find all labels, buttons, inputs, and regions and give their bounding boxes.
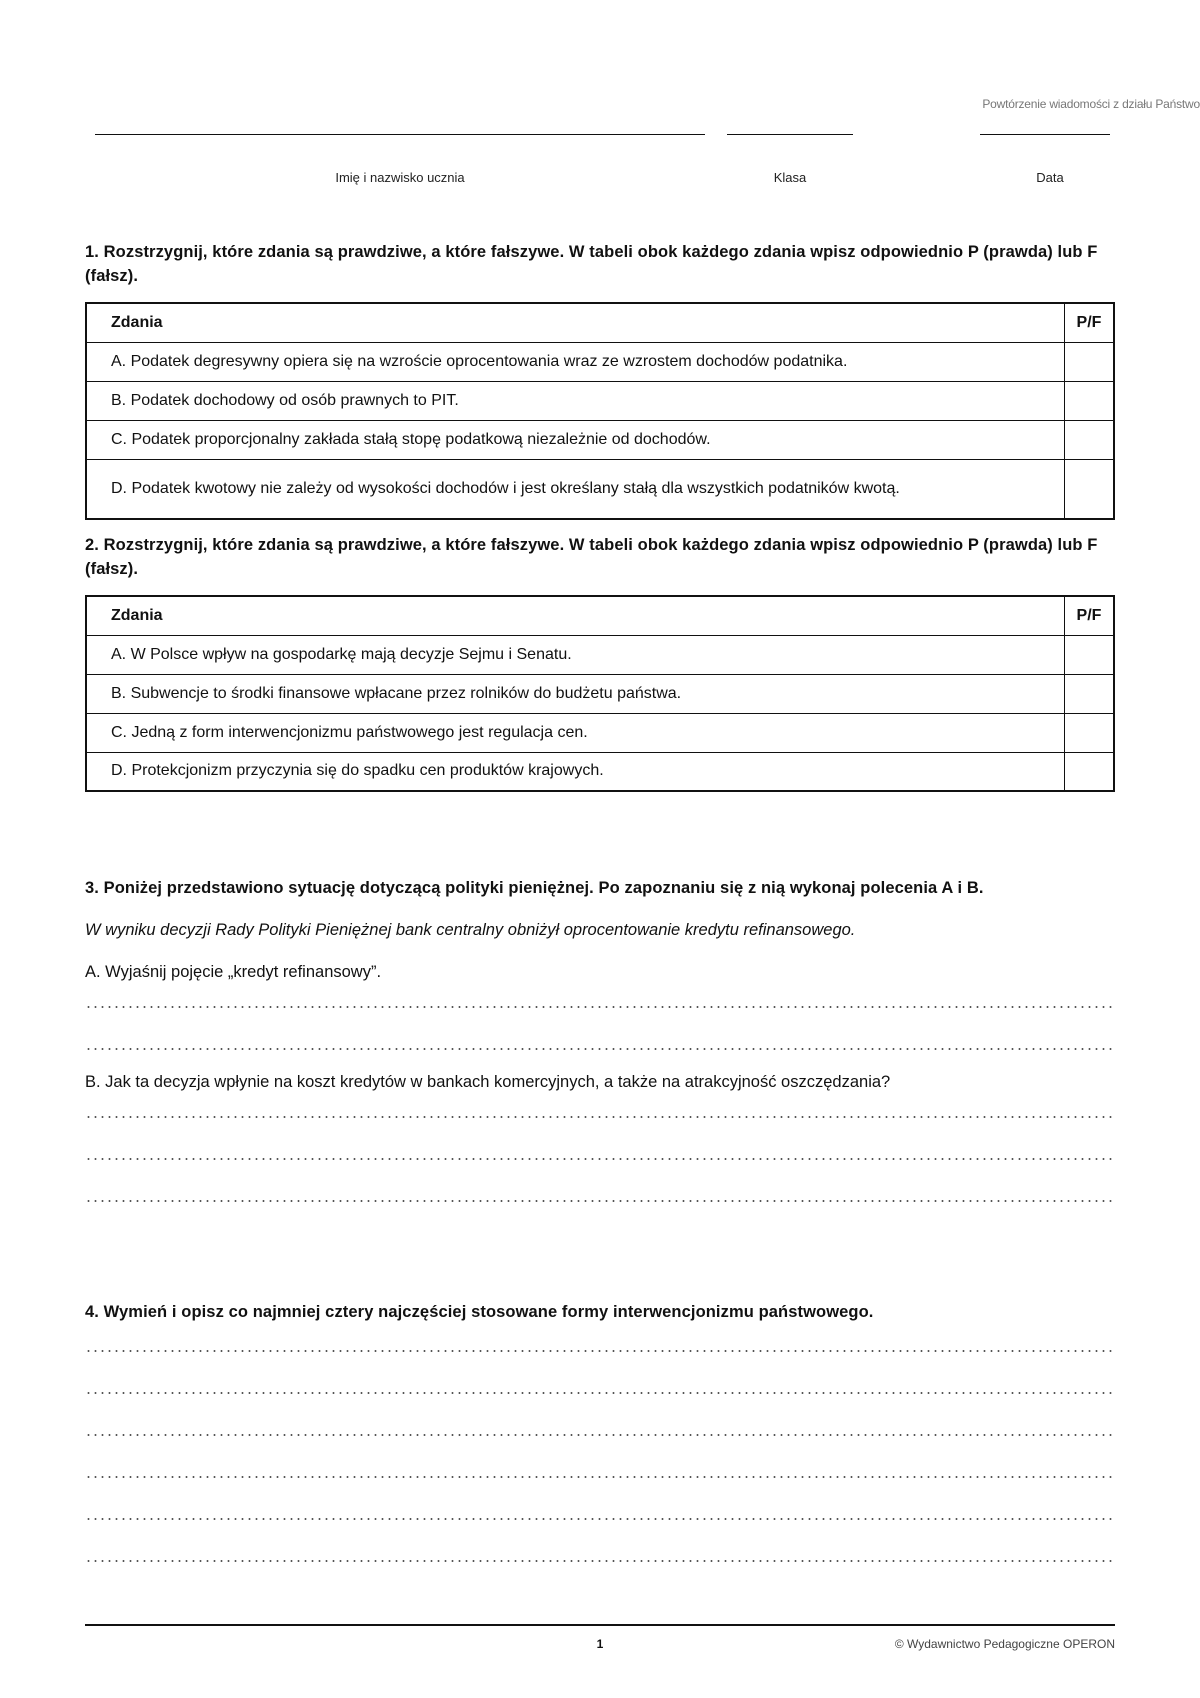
answer-line[interactable] — [85, 1018, 1115, 1060]
table-row — [86, 713, 1114, 752]
answer-cell[interactable] — [1065, 420, 1115, 459]
statement-cell — [86, 459, 1065, 519]
table-header-row — [86, 303, 1114, 342]
answer-line[interactable] — [85, 1094, 1115, 1128]
answer-line[interactable] — [85, 984, 1115, 1018]
table-row — [86, 381, 1114, 420]
question-1-table — [85, 302, 1115, 520]
class-line[interactable] — [727, 134, 853, 135]
answer-column-header: P/F — [1065, 596, 1115, 635]
table-row — [86, 674, 1114, 713]
statement-text: C. Podatek proporcjonalny zakłada stałą stopę podatkową niezależnie od dochodów. — [86, 420, 1065, 459]
student-name-line[interactable] — [95, 134, 705, 135]
answer-cell[interactable] — [1065, 674, 1115, 713]
question-1 — [85, 240, 1115, 520]
answer-line[interactable] — [85, 1530, 1115, 1572]
class-label: Klasa — [773, 170, 807, 185]
answer-line[interactable] — [85, 1324, 1115, 1362]
answer-cell[interactable] — [1065, 752, 1115, 791]
statements-column-header: Zdania — [86, 596, 1065, 635]
question-2 — [85, 533, 1115, 792]
statement-text: A. W Polsce wpływ na gospodarkę mają decyzje Sejmu i Senatu. — [86, 635, 1065, 674]
page-number: 1 — [596, 1637, 604, 1651]
statement-text: C. Jedną z form interwencjonizmu państwowego jest regulacja cen. — [86, 713, 1065, 752]
answer-cell[interactable] — [1065, 713, 1115, 752]
table-row — [86, 342, 1114, 381]
publisher-copyright: © Wydawnictwo Pedagogiczne OPERON — [894, 1637, 1115, 1651]
statement-text: D. Podatek kwotowy nie zależy od wysokości dochodów i jest określany stałą dla wszystkich podatników kwotą. — [111, 479, 900, 497]
statements-column-header: Zdania — [86, 303, 1065, 342]
question-4 — [85, 1300, 1115, 1572]
answer-cell[interactable] — [1065, 635, 1115, 674]
question-3-task-a: A. Wyjaśnij pojęcie „kredyt refinansowy”. — [85, 963, 382, 981]
question-3-task-b: B. Jak ta decyzja wpłynie na koszt kredytów w bankach komercyjnych, a także na atrakcyjność oszczędzania? — [85, 1073, 891, 1091]
answer-line[interactable] — [85, 1488, 1115, 1530]
answer-cell[interactable] — [1065, 342, 1115, 381]
date-label: Data — [1036, 170, 1064, 185]
statement-text: B. Podatek dochodowy od osób prawnych to PIT. — [86, 381, 1065, 420]
answer-cell[interactable] — [1065, 381, 1115, 420]
answer-line[interactable] — [85, 1170, 1115, 1212]
table-row — [86, 420, 1114, 459]
answer-column-header: P/F — [1065, 303, 1115, 342]
answer-line[interactable] — [85, 1446, 1115, 1488]
question-1-title: 1. Rozstrzygnij, które zdania są prawdziwe, a które fałszywe. W tabeli obok każdego zdania wpisz odpowiednio P (prawda) lub F (fałsz). — [85, 243, 1098, 285]
footer-divider — [85, 1624, 1115, 1626]
question-2-table — [85, 595, 1115, 792]
statement-text: A. Podatek degresywny opiera się na wzroście oprocentowania wraz ze wzrostem dochodów podatnika. — [86, 342, 1065, 381]
table-row — [86, 635, 1114, 674]
table-header-row — [86, 596, 1114, 635]
statement-text: D. Protekcjonizm przyczynia się do spadku cen produktów krajowych. — [86, 752, 1065, 791]
question-4-title: 4. Wymień i opisz co najmniej cztery najczęściej stosowane formy interwencjonizmu państwowego. — [85, 1303, 874, 1321]
statement-text: B. Subwencje to środki finansowe wpłacane przez rolników do budżetu państwa. — [86, 674, 1065, 713]
table-row — [86, 459, 1114, 519]
page-header-title: Powtórzenie wiadomości z działu Państwo — [982, 97, 1200, 111]
answer-line[interactable] — [85, 1362, 1115, 1404]
answer-line[interactable] — [85, 1404, 1115, 1446]
question-3-scenario: W wyniku decyzji Rady Polityki Pieniężnej bank centralny obniżył oprocentowanie kredytu refinansowego. — [85, 921, 856, 939]
table-row — [86, 752, 1114, 791]
student-name-label: Imię i nazwisko ucznia — [335, 170, 465, 185]
question-2-title: 2. Rozstrzygnij, które zdania są prawdziwe, a które fałszywe. W tabeli obok każdego zdania wpisz odpowiednio P (prawda) lub F (fałsz). — [85, 536, 1098, 578]
date-line[interactable] — [980, 134, 1110, 135]
answer-line[interactable] — [85, 1128, 1115, 1170]
question-3 — [85, 876, 1115, 1212]
question-3-title: 3. Poniżej przedstawiono sytuację dotyczącą polityki pieniężnej. Po zapoznaniu się z nią wykonaj polecenia A i B. — [85, 879, 984, 897]
answer-cell[interactable] — [1065, 459, 1115, 519]
